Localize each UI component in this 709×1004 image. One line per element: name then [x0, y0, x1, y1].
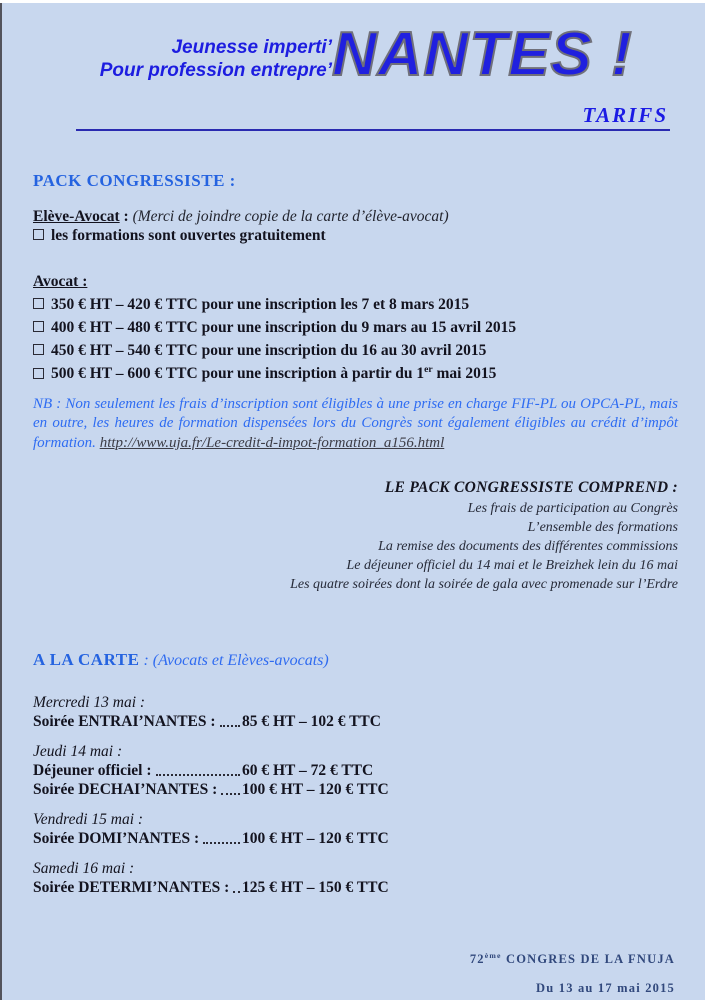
nb-text: NB : Non seulement les frais d’inscription sont éligibles à une prise en charge FIF-PL ou OPCA-PL, mais en outre, les heures de formation dispensées lors du Congrès sont également éligibles au crédit d’impôt formation.	[33, 395, 678, 451]
avocat-block	[33, 272, 678, 384]
slogan-line-1: Jeunesse imperti’	[171, 37, 332, 58]
price-value: 125 € HT – 150 € TTC	[242, 879, 389, 897]
price-row	[33, 712, 678, 731]
eleve-avocat-note: (Merci de joindre copie de la carte d’élève-avocat)	[132, 208, 449, 225]
pack-comprend-block	[33, 479, 678, 594]
comprend-item: Les quatre soirées dont la soirée de gala avec promenade sur l’Erdre	[290, 577, 678, 593]
pack-comprend-heading: LE PACK CONGRESSISTE COMPREND :	[384, 479, 678, 497]
checkbox-icon[interactable]	[33, 229, 44, 240]
slogan-line-2: Pour profession entrepre’	[99, 60, 332, 81]
alacarte-separator: :	[139, 652, 153, 670]
footer-congress-number: 72	[469, 952, 485, 967]
avocat-option-line	[33, 291, 678, 314]
day-label: Vendredi 15 mai :	[33, 811, 144, 829]
leader-dots	[233, 891, 240, 893]
option-sup: er	[424, 364, 433, 376]
price-value: 85 € HT – 102 € TTC	[242, 713, 381, 731]
header	[2, 20, 705, 100]
day-label: Jeudi 14 mai :	[33, 743, 123, 761]
eleve-option-label: les formations sont ouvertes gratuitement	[51, 227, 326, 244]
price-label: Soirée DOMI’NANTES :	[33, 830, 200, 848]
content	[2, 171, 705, 897]
tarifs-title: TARIFS	[582, 103, 668, 127]
price-row	[33, 878, 678, 897]
price-value: 60 € HT – 72 € TTC	[242, 762, 374, 780]
leader-dots	[156, 774, 241, 776]
eleve-avocat-separator: :	[119, 208, 133, 225]
option-text: 500 € HT – 600 € TTC pour une inscription à partir du 1	[51, 365, 425, 383]
comprend-item: L’ensemble des formations	[527, 520, 678, 536]
checkbox-icon[interactable]	[33, 298, 44, 309]
checkbox-icon[interactable]	[33, 368, 44, 379]
price-label: Soirée ENTRAI’NANTES :	[33, 713, 216, 731]
footer	[470, 941, 675, 1003]
day-block	[33, 694, 678, 731]
checkbox-icon[interactable]	[33, 321, 44, 332]
day-block	[33, 743, 678, 799]
alacarte-heading: A LA CARTE	[33, 650, 140, 670]
price-value: 100 € HT – 120 € TTC	[242, 781, 389, 799]
option-text: 400 € HT – 480 € TTC pour une inscription du 9 mars au 15 avril 2015	[51, 319, 517, 337]
credit-impot-link[interactable]: http://www.uja.fr/Le-credit-d-impot-formation_a156.html	[99, 434, 445, 451]
leader-dots	[220, 725, 240, 727]
option-text: 450 € HT – 540 € TTC pour une inscription du 16 au 30 avril 2015	[51, 342, 487, 360]
city-title: NANTES !	[332, 20, 633, 89]
page	[0, 3, 705, 1000]
avocat-option-line	[33, 314, 678, 337]
slogan	[2, 36, 332, 82]
price-row	[33, 780, 678, 799]
eleve-avocat-label: Elève-Avocat	[33, 208, 120, 225]
day-label: Mercredi 13 mai :	[33, 694, 146, 712]
avocat-option-line	[33, 337, 678, 360]
avocat-label: Avocat :	[33, 273, 88, 290]
checkbox-icon[interactable]	[33, 344, 44, 355]
comprend-item: La remise des documents des différentes commissions	[378, 539, 678, 555]
day-label: Samedi 16 mai :	[33, 860, 135, 878]
price-row	[33, 761, 678, 780]
footer-congress-text: CONGRES DE LA FNUJA	[501, 952, 675, 967]
pack-congressiste-heading: PACK CONGRESSISTE :	[33, 171, 236, 190]
option-text: mai 2015	[432, 365, 497, 383]
option-text: 350 € HT – 420 € TTC pour une inscription les 7 et 8 mars 2015	[51, 296, 470, 314]
price-label: Soirée DECHAI’NANTES :	[33, 781, 218, 799]
comprend-item: Les frais de participation au Congrès	[467, 501, 678, 517]
comprend-item: Le déjeuner officiel du 14 mai et le Breizhek lein du 16 mai	[346, 558, 678, 574]
footer-congress	[470, 941, 675, 974]
day-block	[33, 811, 678, 848]
price-row	[33, 829, 678, 848]
eleve-avocat-line	[33, 207, 678, 226]
alacarte-note: (Avocats et Elèves-avocats)	[152, 652, 329, 670]
tarifs-rule	[76, 100, 670, 131]
footer-dates: Du 13 au 17 mai 2015	[536, 981, 675, 996]
nb-paragraph	[33, 395, 678, 454]
avocat-option-line	[33, 360, 678, 383]
price-value: 100 € HT – 120 € TTC	[242, 830, 389, 848]
alacarte-heading-line	[33, 650, 678, 670]
eleve-avocat-block	[33, 207, 678, 245]
day-block	[33, 860, 678, 897]
price-label: Soirée DETERMI’NANTES :	[33, 879, 230, 897]
leader-dots	[203, 842, 240, 844]
price-label: Déjeuner officiel :	[33, 762, 152, 780]
footer-congress-sup: ème	[484, 951, 502, 960]
leader-dots	[221, 793, 240, 795]
eleve-option-line	[33, 226, 678, 245]
